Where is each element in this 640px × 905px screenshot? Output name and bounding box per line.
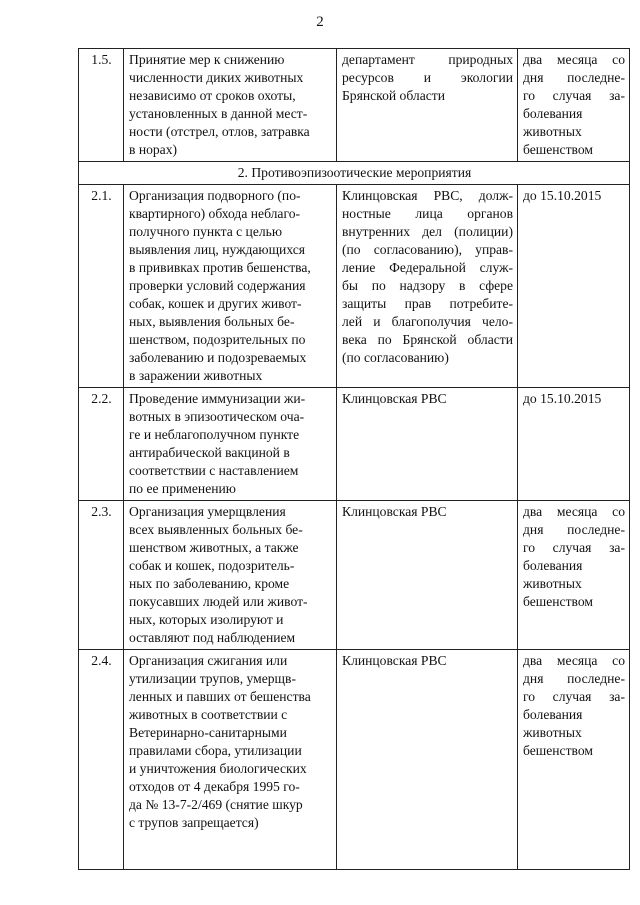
text-line: в норах) bbox=[129, 142, 178, 157]
text-line: Клинцовская РВС bbox=[342, 391, 447, 406]
text-line: ление Федеральной служ- bbox=[342, 260, 513, 275]
responsible-party bbox=[337, 49, 518, 162]
responsible-party bbox=[337, 185, 518, 388]
deadline bbox=[518, 49, 630, 162]
text-line: животных bbox=[523, 725, 582, 740]
text-line: (по согласованию) bbox=[342, 350, 449, 365]
text-line: ностные лица органов bbox=[342, 206, 513, 221]
text-line: до 15.10.2015 bbox=[523, 188, 602, 203]
text-line: с трупов запрещается) bbox=[129, 815, 259, 830]
text-line: го случая за- bbox=[523, 689, 625, 704]
text-line: болевания bbox=[523, 558, 583, 573]
page-number: 2 bbox=[316, 14, 324, 30]
text-line: оставляют под наблюдением bbox=[129, 630, 296, 645]
text-line: Организация сжигания или bbox=[129, 653, 288, 668]
text-line: ных, которых изолируют и bbox=[129, 612, 284, 627]
text-line: два месяца со bbox=[523, 504, 625, 519]
text-line: болевания bbox=[523, 707, 583, 722]
section-heading: 2. Противоэпизоотические мероприятия bbox=[79, 162, 630, 185]
deadline bbox=[518, 501, 630, 650]
text-line: два месяца со bbox=[523, 52, 625, 67]
table-row bbox=[79, 650, 630, 870]
text-line: внутренних дел (полиции) bbox=[342, 224, 513, 239]
text-line: дня последне- bbox=[523, 671, 625, 686]
measure-description bbox=[124, 49, 337, 162]
text-line: Ветеринарно-санитарными bbox=[129, 725, 287, 740]
text-line: ных по заболеванию, кроме bbox=[129, 576, 290, 591]
text-line: по ее применению bbox=[129, 481, 236, 496]
text-line: установленных в данной мест- bbox=[129, 106, 308, 121]
text-line: соответствии с наставлением bbox=[129, 463, 299, 478]
text-line: болевания bbox=[523, 106, 583, 121]
text-line: бешенством bbox=[523, 142, 593, 157]
text-line: два месяца со bbox=[523, 653, 625, 668]
text-line: го случая за- bbox=[523, 540, 625, 555]
text-line: утилизации трупов, умерщв- bbox=[129, 671, 296, 686]
text-line: века по Брянской области bbox=[342, 332, 513, 347]
text-line: ности (отстрел, отлов, затравка bbox=[129, 124, 310, 139]
text-line: численности диких животных bbox=[129, 70, 304, 85]
text-line: бешенством bbox=[523, 594, 593, 609]
text-line: бы по надзору в сфере bbox=[342, 278, 513, 293]
deadline bbox=[518, 388, 630, 501]
text-line: покусавших людей или живот- bbox=[129, 594, 308, 609]
table-row bbox=[79, 501, 630, 650]
text-line: бешенством bbox=[523, 743, 593, 758]
text-line: шенством, подозрительных по bbox=[129, 332, 306, 347]
text-line: всех выявленных больных бе- bbox=[129, 522, 303, 537]
text-line: и уничтожения биологических bbox=[129, 761, 307, 776]
responsible-party bbox=[337, 501, 518, 650]
text-line: квартирного) обхода неблаго- bbox=[129, 206, 301, 221]
text-line: да № 13-7-2/469 (снятие шкур bbox=[129, 797, 303, 812]
text-line: заболеванию и подозреваемых bbox=[129, 350, 307, 365]
text-line: Клинцовская РВС bbox=[342, 653, 447, 668]
text-line: дня последне- bbox=[523, 70, 625, 85]
text-line: выявления лиц, нуждающихся bbox=[129, 242, 306, 257]
text-line: независимо от сроков охоты, bbox=[129, 88, 296, 103]
deadline bbox=[518, 185, 630, 388]
text-line: отходов от 4 декабря 1995 го- bbox=[129, 779, 300, 794]
text-line: Клинцовская РВС, долж- bbox=[342, 188, 513, 203]
text-line: собак, кошек и других живот- bbox=[129, 296, 302, 311]
text-line: животных bbox=[523, 576, 582, 591]
text-line: Организация умерщвления bbox=[129, 504, 286, 519]
item-number: 2.1. bbox=[79, 185, 124, 388]
table-row bbox=[79, 185, 630, 388]
item-number: 1.5. bbox=[79, 49, 124, 162]
deadline bbox=[518, 650, 630, 870]
text-line: получного пункта с целью bbox=[129, 224, 283, 239]
text-line: проверки условий содержания bbox=[129, 278, 306, 293]
responsible-party bbox=[337, 650, 518, 870]
text-line: Организация подворного (по- bbox=[129, 188, 301, 203]
text-line: Брянской области bbox=[342, 88, 445, 103]
text-line: вотных в эпизоотическом оча- bbox=[129, 409, 305, 424]
text-line: ге и неблагополучном пункте bbox=[129, 427, 300, 442]
text-line: дня последне- bbox=[523, 522, 625, 537]
text-line: (по согласованию), управ- bbox=[342, 242, 513, 257]
text-line: Принятие мер к снижению bbox=[129, 52, 285, 67]
measure-description bbox=[124, 501, 337, 650]
text-line: антирабической вакциной в bbox=[129, 445, 290, 460]
text-line: собак и кошек, подозритель- bbox=[129, 558, 295, 573]
text-line: шенством животных, а также bbox=[129, 540, 299, 555]
text-line: животных в соответствии с bbox=[129, 707, 288, 722]
text-line: до 15.10.2015 bbox=[523, 391, 602, 406]
text-line: защиты прав потребите- bbox=[342, 296, 513, 311]
measure-description bbox=[124, 185, 337, 388]
text-line: лей и благополучия чело- bbox=[342, 314, 513, 329]
text-line: ленных и павших от бешенства bbox=[129, 689, 311, 704]
item-number: 2.3. bbox=[79, 501, 124, 650]
text-line: животных bbox=[523, 124, 582, 139]
text-line: ных, выявления больных бе- bbox=[129, 314, 295, 329]
measure-description bbox=[124, 388, 337, 501]
table-row bbox=[79, 49, 630, 162]
text-line: в прививках против бешенства, bbox=[129, 260, 311, 275]
item-number: 2.2. bbox=[79, 388, 124, 501]
text-line: ресурсов и экологии bbox=[342, 70, 513, 85]
responsible-party bbox=[337, 388, 518, 501]
measure-description bbox=[124, 650, 337, 870]
text-line: правилами сбора, утилизации bbox=[129, 743, 302, 758]
text-line: в заражении животных bbox=[129, 368, 263, 383]
measures-table bbox=[78, 48, 630, 870]
text-line: Клинцовская РВС bbox=[342, 504, 447, 519]
section-row bbox=[79, 162, 630, 185]
text-line: Проведение иммунизации жи- bbox=[129, 391, 306, 406]
text-line: департамент природных bbox=[342, 52, 513, 67]
table-row bbox=[79, 388, 630, 501]
item-number: 2.4. bbox=[79, 650, 124, 870]
text-line: го случая за- bbox=[523, 88, 625, 103]
